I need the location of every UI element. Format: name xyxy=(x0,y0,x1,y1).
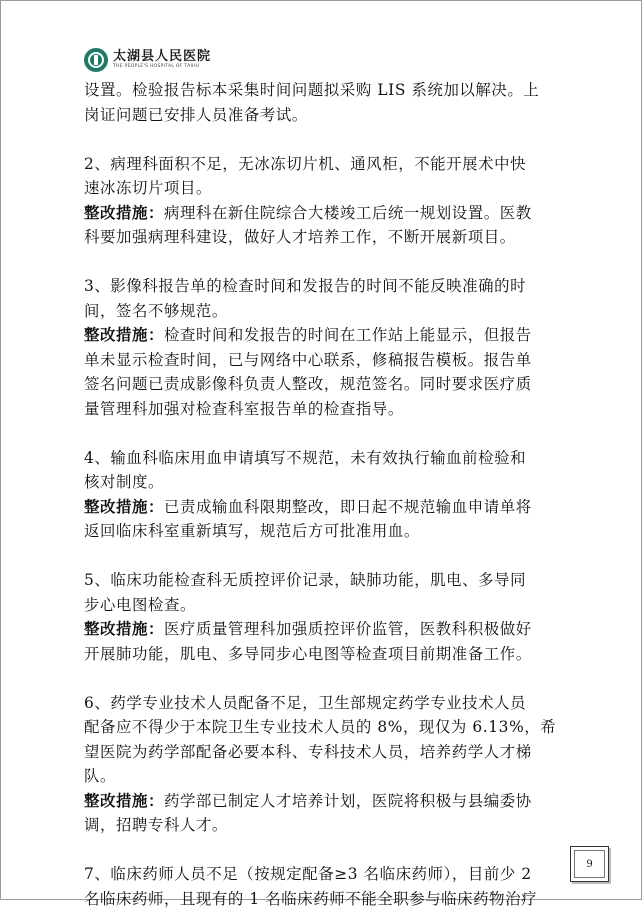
measure-line: 返回临床科室重新填写，规范后方可批准用血。 xyxy=(84,519,564,544)
problem-line: 配备应不得少于本院卫生专业技术人员的 8%，现仅为 6.13%，希 xyxy=(84,715,564,740)
problem-line: 7、临床药师人员不足（按规定配备≥3 名临床药师），目前少 2 xyxy=(84,862,564,887)
problem-line: 核对制度。 xyxy=(84,470,564,495)
hospital-logo-icon xyxy=(84,48,108,72)
measure-line xyxy=(84,617,564,642)
problem-line: 名临床药师，且现有的 1 名临床药师不能全职参与临床药物治疗 xyxy=(84,887,564,911)
text-line: 岗证问题已安排人员准备考试。 xyxy=(84,103,564,128)
measure-label: 整改措施： xyxy=(84,204,164,222)
document-body xyxy=(84,78,564,911)
problem-line: 3、影像科报告单的检查时间和发报告的时间不能反映准确的时 xyxy=(84,274,564,299)
problem-line: 5、临床功能检查科无质控评价记录，缺肺功能，肌电、多导同 xyxy=(84,568,564,593)
problem-line: 2、病理科面积不足，无冰冻切片机、通风柜，不能开展术中快 xyxy=(84,152,564,177)
header-text xyxy=(113,50,211,70)
measure-text: 已责成输血科限期整改，即日起不规范输血申请单将 xyxy=(164,498,532,516)
measure-text: 病理科在新住院综合大楼竣工后统一规划设置。医教 xyxy=(164,204,532,222)
measure-label: 整改措施： xyxy=(84,620,164,638)
problem-line: 间，签名不够规范。 xyxy=(84,299,564,324)
page-number: 9 xyxy=(586,859,592,870)
measure-label: 整改措施： xyxy=(84,326,164,344)
issue-item-5 xyxy=(84,568,564,666)
intro-paragraph xyxy=(84,78,564,127)
issue-item-2 xyxy=(84,152,564,250)
problem-line: 步心电图检查。 xyxy=(84,593,564,618)
issue-item-3 xyxy=(84,274,564,421)
measure-line: 科要加强病理科建设，做好人才培养工作，不断开展新项目。 xyxy=(84,225,564,250)
measure-text: 医疗质量管理科加强质控评价监管，医教科积极做好 xyxy=(164,620,532,638)
measure-label: 整改措施： xyxy=(84,498,164,516)
measure-line: 签名问题已责成影像科负责人整改，规范签名。同时要求医疗质 xyxy=(84,372,564,397)
measure-line: 调，招聘专科人才。 xyxy=(84,813,564,838)
problem-line: 望医院为药学部配备必要本科、专科技术人员，培养药学人才梯 xyxy=(84,740,564,765)
measure-line xyxy=(84,789,564,814)
hospital-name: 太湖县人民医院 xyxy=(113,50,211,63)
measure-line xyxy=(84,323,564,348)
page-number-box xyxy=(570,846,609,882)
measure-line: 开展肺功能，肌电、多导同步心电图等检查项目前期准备工作。 xyxy=(84,642,564,667)
measure-line: 单未显示检查时间，已与网络中心联系，修稿报告模板。报告单 xyxy=(84,348,564,373)
measure-label: 整改措施： xyxy=(84,792,164,810)
measure-text: 药学部已制定人才培养计划，医院将积极与县编委协 xyxy=(164,792,532,810)
issue-item-7 xyxy=(84,862,564,911)
issue-item-4 xyxy=(84,446,564,544)
measure-line xyxy=(84,495,564,520)
problem-line: 队。 xyxy=(84,764,564,789)
problem-line: 速冰冻切片项目。 xyxy=(84,176,564,201)
problem-line: 6、药学专业技术人员配备不足，卫生部规定药学专业技术人员 xyxy=(84,691,564,716)
measure-line: 量管理科加强对检查科室报告单的检查指导。 xyxy=(84,397,564,422)
measure-line xyxy=(84,201,564,226)
issue-item-6 xyxy=(84,691,564,838)
document-header xyxy=(84,46,211,74)
problem-line: 4、输血科临床用血申请填写不规范，未有效执行输血前检验和 xyxy=(84,446,564,471)
measure-text: 检查时间和发报告的时间在工作站上能显示，但报告 xyxy=(164,326,532,344)
hospital-name-en: THE PEOPLE'S HOSPITAL OF TAIHU xyxy=(113,65,211,70)
text-line: 设置。检验报告标本采集时间问题拟采购 LIS 系统加以解决。上 xyxy=(84,78,564,103)
